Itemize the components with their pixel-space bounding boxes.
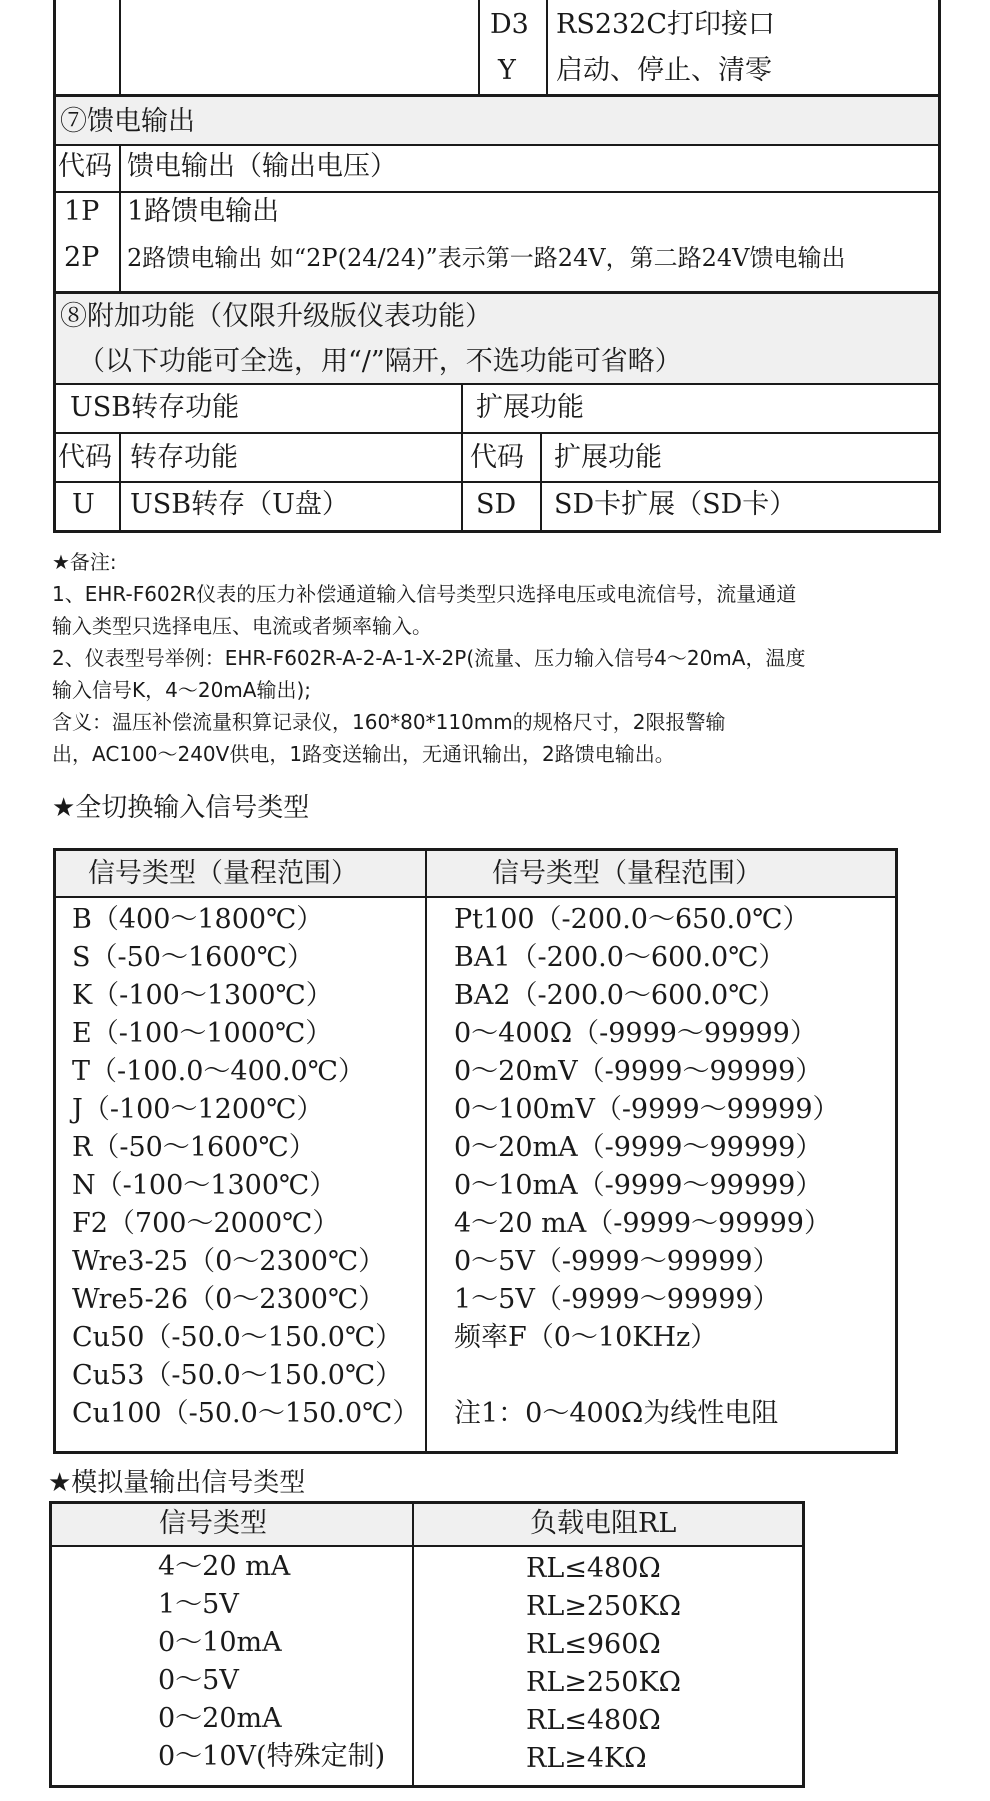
table-vline: [53, 848, 56, 1454]
input-signal-item: N（-100～1300℃）: [72, 1170, 337, 1201]
input-signal-item: Cu100（-50.0～150.0℃）: [72, 1398, 420, 1429]
table-vline: [461, 384, 463, 533]
analog-output-title: ★模拟量输出信号类型: [48, 1468, 306, 1498]
extension-col-desc: 扩展功能: [554, 442, 662, 473]
table-vline: [540, 433, 542, 533]
table-hline: [53, 383, 941, 385]
table-border-left: [53, 0, 56, 533]
table-hline: [49, 1785, 805, 1788]
table-hline: [53, 144, 941, 146]
feed-desc-1p: 1路馈电输出: [127, 196, 280, 227]
output-signal-item: 0～20mA: [158, 1703, 282, 1734]
input-signal-item: 4～20 mA（-9999～99999）: [454, 1208, 831, 1239]
table-hline: [53, 896, 898, 898]
section8-subtitle: （以下功能可全选，用“/”隔开，不选功能可省略）: [78, 346, 682, 377]
notes-line: 含义：温压补偿流量积算记录仪，160*80*110mm的规格尺寸，2限报警输: [52, 710, 726, 734]
load-resistance-item: RL≥250KΩ: [526, 1591, 681, 1622]
table-vline: [546, 0, 548, 95]
input-signals-title: ★全切换输入信号类型: [52, 793, 310, 823]
input-signal-item: B（400～1800℃）: [72, 904, 324, 935]
notes-line: 1、EHR-F602R仪表的压力补偿通道输入信号类型只选择电压或电流信号，流量通道: [52, 582, 797, 606]
load-resistance-item: RL≥250KΩ: [526, 1667, 681, 1698]
input-signal-item: T（-100.0～400.0℃）: [72, 1056, 365, 1087]
table-hline: [53, 191, 941, 193]
input-signal-item: F2（700～2000℃）: [72, 1208, 340, 1239]
section8-title: ⑧附加功能（仅限升级版仪表功能）: [60, 301, 492, 332]
table-vline: [425, 848, 427, 1454]
load-resistance-item: RL≤960Ω: [526, 1629, 661, 1660]
section7-title: ⑦馈电输出: [60, 106, 195, 137]
input-signal-item: 0～5V（-9999～99999）: [454, 1246, 780, 1277]
output-signal-item: 0～5V: [158, 1665, 239, 1696]
table-vline: [412, 1501, 414, 1788]
usb-col-desc: 转存功能: [130, 442, 238, 473]
input-signal-item: Cu50（-50.0～150.0℃）: [72, 1322, 403, 1353]
option-code-y: Y: [498, 55, 516, 86]
input-signal-item: E（-100～1000℃）: [72, 1018, 333, 1049]
table-hline: [53, 481, 941, 483]
input-signal-item: J（-100～1200℃）: [72, 1094, 324, 1125]
table-vline: [49, 1501, 52, 1788]
output-signal-item: 1～5V: [158, 1589, 239, 1620]
table-hline: [53, 1451, 898, 1454]
table-hline: [53, 848, 898, 851]
output-header-left: 信号类型: [159, 1508, 267, 1539]
usb-group-label: USB转存功能: [70, 392, 240, 423]
input-signal-item: BA2（-200.0～600.0℃）: [454, 980, 786, 1011]
input-header-right: 信号类型（量程范围）: [492, 858, 762, 889]
table-vline: [802, 1501, 805, 1788]
option-desc-y: 启动、停止、清零: [556, 55, 772, 86]
usb-col-code: 代码: [58, 442, 112, 473]
notes-line: 2、仪表型号举例：EHR-F602R-A-2-A-1-X-2P(流量、压力输入信号4～20mA，温度: [52, 646, 806, 670]
input-signal-item: R（-50～1600℃）: [72, 1132, 316, 1163]
table-vline: [895, 848, 898, 1454]
table-hline: [53, 291, 941, 294]
notes-line: 输入信号K，4～20mA输出);: [52, 678, 311, 702]
table-hline: [49, 1501, 805, 1504]
input-signal-item: Wre5-26（0～2300℃）: [72, 1284, 386, 1315]
notes-line: 输入类型只选择电压、电流或者频率输入。: [52, 614, 432, 638]
output-signal-item: 4～20 mA: [158, 1551, 291, 1582]
table-vline: [119, 0, 121, 95]
input-signal-item: 0～20mA（-9999～99999）: [454, 1132, 823, 1163]
input-signal-item: 0～20mV（-9999～99999）: [454, 1056, 823, 1087]
table-hline: [49, 1545, 805, 1547]
input-header-left: 信号类型（量程范围）: [88, 858, 358, 889]
load-resistance-item: RL≥4KΩ: [526, 1743, 647, 1774]
notes-title: ★备注:: [52, 550, 117, 574]
table-border-right: [938, 0, 941, 533]
table-hline: [53, 94, 941, 97]
input-signal-item: S（-50～1600℃）: [72, 942, 314, 973]
input-signal-note: 注1：0～400Ω为线性电阻: [454, 1398, 779, 1429]
input-signal-item: Pt100（-200.0～650.0℃）: [454, 904, 810, 935]
input-signal-item: Wre3-25（0～2300℃）: [72, 1246, 386, 1277]
feed-code-1p: 1P: [64, 196, 100, 227]
input-signal-item: 1～5V（-9999～99999）: [454, 1284, 780, 1315]
notes-line: 出，AC100～240V供电，1路变送输出，无通讯输出，2路馈电输出。: [52, 742, 675, 766]
usb-code: U: [72, 489, 95, 520]
output-signal-item: 0～10V(特殊定制): [158, 1741, 386, 1772]
output-header-right: 负载电阻RL: [530, 1508, 677, 1539]
feed-desc-2p: 2路馈电输出 如“2P(24/24)”表示第一路24V，第二路24V馈电输出: [127, 244, 846, 272]
section7-col-code: 代码: [58, 151, 112, 182]
load-resistance-item: RL≤480Ω: [526, 1705, 661, 1736]
output-signal-item: 0～10mA: [158, 1627, 282, 1658]
notes: [52, 546, 805, 770]
input-signal-item: 0～400Ω（-9999～99999）: [454, 1018, 817, 1049]
feed-code-2p: 2P: [64, 242, 100, 273]
table-hline: [53, 432, 941, 434]
input-signal-item: 0～10mA（-9999～99999）: [454, 1170, 823, 1201]
input-signal-item: BA1（-200.0～600.0℃）: [454, 942, 786, 973]
sd-desc: SD卡扩展（SD卡）: [554, 489, 797, 520]
option-desc-d3: RS232C打印接口: [556, 9, 776, 40]
section7-col-desc: 馈电输出（输出电压）: [127, 151, 397, 182]
input-signal-item: 频率F（0～10KHz）: [454, 1322, 718, 1353]
table-vline: [119, 433, 121, 533]
sd-code: SD: [476, 489, 517, 520]
input-signal-item: 0～100mV（-9999～99999）: [454, 1094, 840, 1125]
table-hline: [53, 530, 941, 533]
table-vline: [119, 145, 121, 293]
input-signal-item: Cu53（-50.0～150.0℃）: [72, 1360, 403, 1391]
input-signal-item: K（-100～1300℃）: [72, 980, 333, 1011]
extension-col-code: 代码: [470, 442, 524, 473]
usb-desc: USB转存（U盘）: [130, 489, 349, 520]
option-code-d3: D3: [490, 9, 529, 40]
load-resistance-item: RL≤480Ω: [526, 1553, 661, 1584]
table-vline: [478, 0, 480, 95]
extension-group-label: 扩展功能: [476, 392, 584, 423]
